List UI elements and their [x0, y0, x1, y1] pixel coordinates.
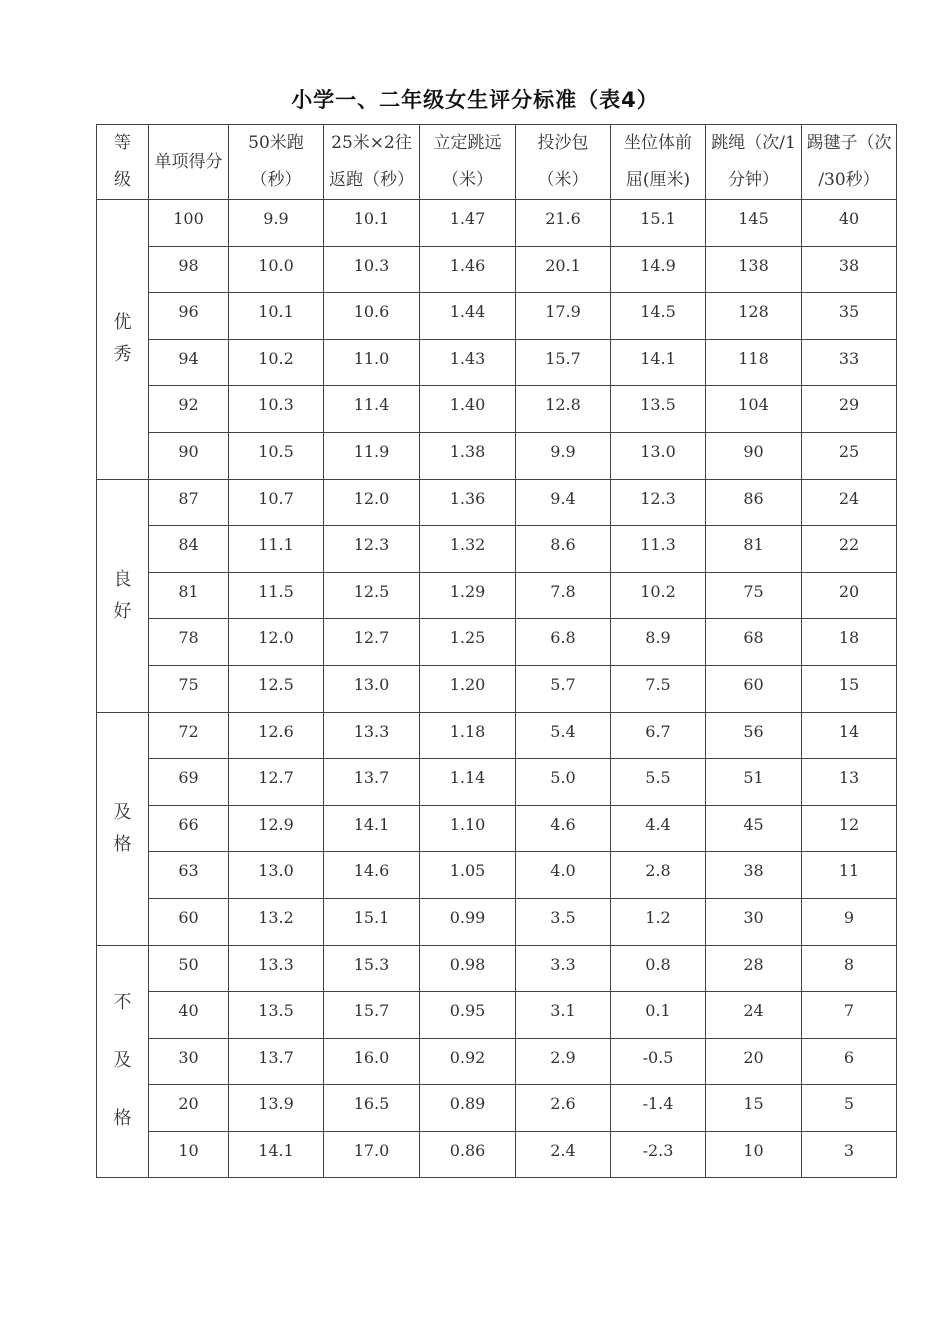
- value-cell: 1.2: [611, 898, 706, 945]
- header-text: 返跑（秒）: [329, 170, 414, 190]
- value-cell: 11.1: [229, 526, 324, 573]
- value-cell: 24: [802, 479, 897, 526]
- table-row: [97, 665, 897, 712]
- value-cell: 10.3: [324, 246, 420, 293]
- value-cell: 10.1: [229, 293, 324, 340]
- table-row: [97, 1038, 897, 1085]
- score-cell: 63: [149, 852, 229, 899]
- value-cell: 7: [802, 992, 897, 1039]
- value-cell: 38: [802, 246, 897, 293]
- value-cell: 10.7: [229, 479, 324, 526]
- value-cell: 11.4: [324, 386, 420, 433]
- value-cell: 0.1: [611, 992, 706, 1039]
- value-cell: 6.8: [516, 619, 611, 666]
- value-cell: 16.5: [324, 1085, 420, 1132]
- value-cell: 25: [802, 432, 897, 479]
- value-cell: 12.9: [229, 805, 324, 852]
- header-row: [97, 125, 897, 200]
- value-cell: 1.14: [420, 759, 516, 806]
- value-cell: 3.1: [516, 992, 611, 1039]
- value-cell: 90: [706, 432, 802, 479]
- value-cell: 12.3: [611, 479, 706, 526]
- value-cell: 12.3: [324, 526, 420, 573]
- header-25m-shuttle-run: [324, 125, 420, 200]
- score-cell: 66: [149, 805, 229, 852]
- header-shuttlecock-kicking: [802, 125, 897, 200]
- value-cell: 0.99: [420, 898, 516, 945]
- header-text: 坐位体前: [624, 133, 692, 153]
- header-text: /30秒）: [818, 170, 880, 190]
- value-cell: 7.8: [516, 572, 611, 619]
- table-row: [97, 246, 897, 293]
- value-cell: 0.8: [611, 945, 706, 992]
- table-row: [97, 526, 897, 573]
- value-cell: 15.1: [611, 200, 706, 247]
- value-cell: 86: [706, 479, 802, 526]
- value-cell: 145: [706, 200, 802, 247]
- value-cell: 11: [802, 852, 897, 899]
- value-cell: 11.5: [229, 572, 324, 619]
- value-cell: 118: [706, 339, 802, 386]
- value-cell: 15: [802, 665, 897, 712]
- value-cell: 22: [802, 526, 897, 573]
- value-cell: 1.10: [420, 805, 516, 852]
- value-cell: 1.47: [420, 200, 516, 247]
- value-cell: 40: [802, 200, 897, 247]
- value-cell: 30: [706, 898, 802, 945]
- value-cell: 1.20: [420, 665, 516, 712]
- page-title: 小学一、二年级女生评分标准（表4）: [291, 88, 659, 112]
- header-grade: [97, 125, 149, 200]
- table-row: [97, 572, 897, 619]
- value-cell: 10.0: [229, 246, 324, 293]
- value-cell: 1.46: [420, 246, 516, 293]
- score-cell: 87: [149, 479, 229, 526]
- header-text: 跳绳（次/1: [711, 133, 796, 153]
- value-cell: 14.1: [324, 805, 420, 852]
- value-cell: 13.5: [229, 992, 324, 1039]
- value-cell: 6.7: [611, 712, 706, 759]
- header-text: 单项得分: [154, 151, 223, 172]
- value-cell: 12.7: [229, 759, 324, 806]
- value-cell: 7.5: [611, 665, 706, 712]
- value-cell: 81: [706, 526, 802, 573]
- value-cell: 12.0: [324, 479, 420, 526]
- value-cell: 20.1: [516, 246, 611, 293]
- grade-label: 及格: [113, 801, 132, 855]
- table-row: [97, 293, 897, 340]
- value-cell: -0.5: [611, 1038, 706, 1085]
- table-row: [97, 386, 897, 433]
- value-cell: 33: [802, 339, 897, 386]
- value-cell: 20: [706, 1038, 802, 1085]
- value-cell: 18: [802, 619, 897, 666]
- value-cell: 2.6: [516, 1085, 611, 1132]
- header-text: 25米×2往: [331, 133, 412, 153]
- score-cell: 78: [149, 619, 229, 666]
- table-row: [97, 619, 897, 666]
- value-cell: 13.0: [611, 432, 706, 479]
- value-cell: 1.32: [420, 526, 516, 573]
- table-row: [97, 339, 897, 386]
- value-cell: 12: [802, 805, 897, 852]
- header-rope-skipping: [706, 125, 802, 200]
- value-cell: 10.2: [611, 572, 706, 619]
- score-cell: 50: [149, 945, 229, 992]
- value-cell: 45: [706, 805, 802, 852]
- value-cell: 1.44: [420, 293, 516, 340]
- value-cell: 1.18: [420, 712, 516, 759]
- value-cell: 15: [706, 1085, 802, 1132]
- value-cell: 4.0: [516, 852, 611, 899]
- value-cell: 3.5: [516, 898, 611, 945]
- value-cell: 2.8: [611, 852, 706, 899]
- value-cell: 10: [706, 1131, 802, 1178]
- header-text: 投沙包: [537, 133, 589, 153]
- table-row: [97, 805, 897, 852]
- value-cell: 12.7: [324, 619, 420, 666]
- value-cell: 14.9: [611, 246, 706, 293]
- header-text: （秒）: [250, 170, 302, 190]
- value-cell: 9.9: [516, 432, 611, 479]
- table-body: [97, 125, 897, 1178]
- value-cell: 0.92: [420, 1038, 516, 1085]
- table-row: [97, 759, 897, 806]
- value-cell: 38: [706, 852, 802, 899]
- value-cell: 13: [802, 759, 897, 806]
- grade-label: 良好: [113, 568, 132, 622]
- header-text: 等: [114, 133, 131, 153]
- value-cell: 0.86: [420, 1131, 516, 1178]
- header-text: 踢毽子（次: [806, 133, 892, 153]
- score-cell: 10: [149, 1131, 229, 1178]
- value-cell: 13.7: [229, 1038, 324, 1085]
- table-row: [97, 945, 897, 992]
- value-cell: 0.95: [420, 992, 516, 1039]
- score-cell: 84: [149, 526, 229, 573]
- value-cell: 13.0: [229, 852, 324, 899]
- value-cell: 5: [802, 1085, 897, 1132]
- value-cell: 12.8: [516, 386, 611, 433]
- value-cell: 56: [706, 712, 802, 759]
- value-cell: 10.6: [324, 293, 420, 340]
- value-cell: 1.05: [420, 852, 516, 899]
- table-row: [97, 898, 897, 945]
- value-cell: 20: [802, 572, 897, 619]
- value-cell: 3.3: [516, 945, 611, 992]
- value-cell: 14: [802, 712, 897, 759]
- value-cell: 24: [706, 992, 802, 1039]
- value-cell: 8.6: [516, 526, 611, 573]
- value-cell: 15.7: [516, 339, 611, 386]
- value-cell: 9.4: [516, 479, 611, 526]
- value-cell: 4.6: [516, 805, 611, 852]
- table-row: [97, 200, 897, 247]
- header-50m-run: [229, 125, 324, 200]
- table-row: [97, 1085, 897, 1132]
- table-row: [97, 992, 897, 1039]
- value-cell: 60: [706, 665, 802, 712]
- value-cell: 10.1: [324, 200, 420, 247]
- table-row: [97, 712, 897, 759]
- grade-label: 优秀: [113, 312, 132, 366]
- value-cell: 12.0: [229, 619, 324, 666]
- value-cell: 51: [706, 759, 802, 806]
- grade-cell: [97, 200, 149, 480]
- value-cell: 15.3: [324, 945, 420, 992]
- table-row: [97, 1131, 897, 1178]
- value-cell: 10.5: [229, 432, 324, 479]
- value-cell: 17.9: [516, 293, 611, 340]
- value-cell: 28: [706, 945, 802, 992]
- value-cell: 12.5: [229, 665, 324, 712]
- header-text: （米）: [442, 170, 493, 190]
- header-sit-and-reach: [611, 125, 706, 200]
- grade-label: 不及格: [113, 992, 132, 1130]
- value-cell: 13.3: [229, 945, 324, 992]
- value-cell: 14.1: [611, 339, 706, 386]
- score-cell: 60: [149, 898, 229, 945]
- header-text: 分钟）: [728, 170, 779, 190]
- value-cell: 138: [706, 246, 802, 293]
- value-cell: 75: [706, 572, 802, 619]
- value-cell: 14.1: [229, 1131, 324, 1178]
- value-cell: 13.0: [324, 665, 420, 712]
- score-cell: 92: [149, 386, 229, 433]
- value-cell: 4.4: [611, 805, 706, 852]
- value-cell: 12.6: [229, 712, 324, 759]
- header-text: 级: [114, 170, 131, 190]
- score-cell: 100: [149, 200, 229, 247]
- value-cell: 1.36: [420, 479, 516, 526]
- value-cell: 6: [802, 1038, 897, 1085]
- value-cell: 10.2: [229, 339, 324, 386]
- value-cell: 2.9: [516, 1038, 611, 1085]
- value-cell: 9: [802, 898, 897, 945]
- value-cell: 16.0: [324, 1038, 420, 1085]
- header-sandbag-throw: [516, 125, 611, 200]
- value-cell: 5.0: [516, 759, 611, 806]
- value-cell: 29: [802, 386, 897, 433]
- value-cell: -2.3: [611, 1131, 706, 1178]
- value-cell: 13.7: [324, 759, 420, 806]
- grade-cell: [97, 945, 149, 1178]
- score-cell: 40: [149, 992, 229, 1039]
- value-cell: 1.38: [420, 432, 516, 479]
- value-cell: 8.9: [611, 619, 706, 666]
- header-text: 50米跑: [248, 133, 304, 153]
- value-cell: 21.6: [516, 200, 611, 247]
- header-text: （米）: [537, 170, 589, 190]
- value-cell: 15.1: [324, 898, 420, 945]
- value-cell: 1.25: [420, 619, 516, 666]
- value-cell: 11.3: [611, 526, 706, 573]
- table-row: [97, 852, 897, 899]
- score-cell: 90: [149, 432, 229, 479]
- value-cell: 12.5: [324, 572, 420, 619]
- header-text: 立定跳远: [433, 133, 502, 153]
- score-cell: 96: [149, 293, 229, 340]
- score-cell: 98: [149, 246, 229, 293]
- value-cell: 5.7: [516, 665, 611, 712]
- value-cell: 5.5: [611, 759, 706, 806]
- value-cell: 1.40: [420, 386, 516, 433]
- score-cell: 20: [149, 1085, 229, 1132]
- value-cell: -1.4: [611, 1085, 706, 1132]
- header-score: [149, 125, 229, 200]
- value-cell: 13.5: [611, 386, 706, 433]
- score-cell: 30: [149, 1038, 229, 1085]
- value-cell: 13.9: [229, 1085, 324, 1132]
- table-row: [97, 479, 897, 526]
- value-cell: 9.9: [229, 200, 324, 247]
- score-cell: 81: [149, 572, 229, 619]
- value-cell: 68: [706, 619, 802, 666]
- score-cell: 94: [149, 339, 229, 386]
- value-cell: 14.5: [611, 293, 706, 340]
- value-cell: 1.29: [420, 572, 516, 619]
- value-cell: 128: [706, 293, 802, 340]
- header-standing-long-jump: [420, 125, 516, 200]
- header-text: 屈(厘米): [625, 170, 691, 190]
- score-cell: 69: [149, 759, 229, 806]
- score-cell: 72: [149, 712, 229, 759]
- value-cell: 14.6: [324, 852, 420, 899]
- value-cell: 15.7: [324, 992, 420, 1039]
- table-row: [97, 432, 897, 479]
- value-cell: 10.3: [229, 386, 324, 433]
- value-cell: 35: [802, 293, 897, 340]
- value-cell: 0.98: [420, 945, 516, 992]
- value-cell: 1.43: [420, 339, 516, 386]
- value-cell: 11.9: [324, 432, 420, 479]
- value-cell: 5.4: [516, 712, 611, 759]
- value-cell: 3: [802, 1131, 897, 1178]
- value-cell: 13.3: [324, 712, 420, 759]
- value-cell: 17.0: [324, 1131, 420, 1178]
- value-cell: 0.89: [420, 1085, 516, 1132]
- value-cell: 13.2: [229, 898, 324, 945]
- grade-cell: [97, 479, 149, 712]
- score-cell: 75: [149, 665, 229, 712]
- value-cell: 104: [706, 386, 802, 433]
- value-cell: 8: [802, 945, 897, 992]
- value-cell: 2.4: [516, 1131, 611, 1178]
- grade-cell: [97, 712, 149, 945]
- value-cell: 11.0: [324, 339, 420, 386]
- scoring-table: [96, 124, 897, 1178]
